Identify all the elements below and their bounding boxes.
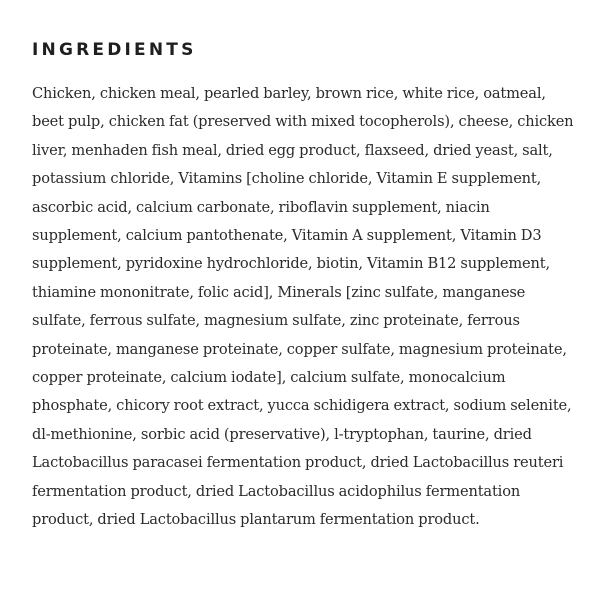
ingredients-heading: INGREDIENTS	[32, 40, 197, 60]
ingredients-panel	[32, 38, 580, 535]
ingredients-list: Chicken, chicken meal, pearled barley, brown rice, white rice, oatmeal, beet pulp, chicken fat (preserved with mixed tocopherols), cheese, chicken liver, menhaden fish meal, dried egg product, flaxseed, dried yeast, salt, potassium chloride, Vitamins [choline chloride, Vitamin E supplement, ascorbic acid, calcium carbonate, riboflavin supplement, niacin supplement, calcium pantothenate, Vitamin A supplement, Vitamin D3 supplement, pyridoxine hydrochloride, biotin, Vitamin B12 supplement, thiamine mononitrate, folic acid], Minerals [zinc sulfate, manganese sulfate, ferrous sulfate, magnesium sulfate, zinc proteinate, ferrous proteinate, manganese proteinate, copper sulfate, magnesium proteinate, copper proteinate, calcium iodate], calcium sulfate, monocalcium phosphate, chicory root extract, yucca schidigera extract, sodium selenite, dl-methionine, sorbic acid (preservative), l-tryptophan, taurine, dried Lactobacillus paracasei fermentation product, dried Lactobacillus reuteri fermentation product, dried Lactobacillus acidophilus fermentation product, dried Lactobacillus plantarum fermentation product.	[32, 85, 574, 529]
